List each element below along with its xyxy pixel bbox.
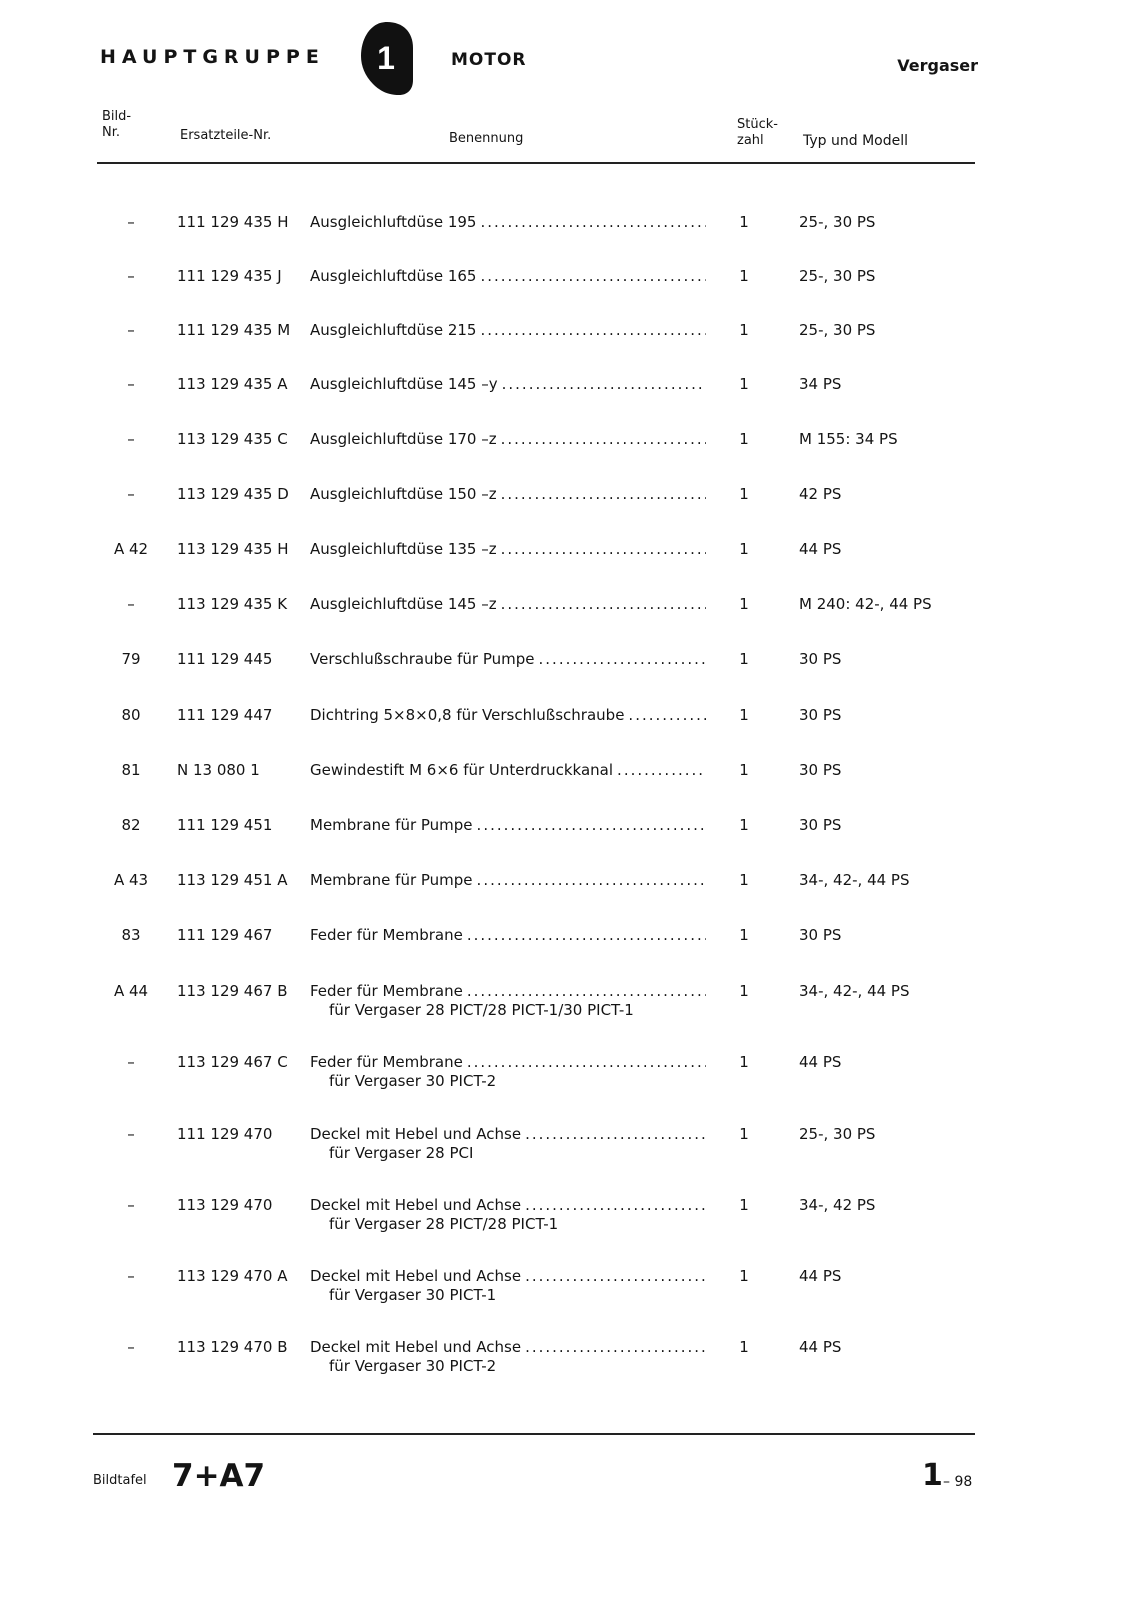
type-model-cell: 30 PS xyxy=(799,761,842,779)
quantity-cell: 1 xyxy=(739,267,749,285)
description-cell xyxy=(310,706,706,724)
table-row xyxy=(0,375,1134,419)
quantity-cell: 1 xyxy=(739,540,749,558)
leader-dots xyxy=(480,267,706,285)
bild-nr-cell: A 44 xyxy=(113,982,149,1000)
description-text: Gewindestift M 6×6 für Unterdruckkanal xyxy=(310,761,614,779)
header-divider xyxy=(97,162,975,164)
quantity-cell: 1 xyxy=(739,761,749,779)
description-text: Deckel mit Hebel und Achse xyxy=(310,1196,522,1214)
description-text: Ausgleichluftdüse 215 xyxy=(310,321,477,339)
table-row xyxy=(0,926,1134,970)
part-number-cell: N 13 080 1 xyxy=(177,761,260,779)
type-model-cell: 30 PS xyxy=(799,650,842,668)
bild-nr-cell: 81 xyxy=(121,761,141,779)
type-model-cell: 34 PS xyxy=(799,375,842,393)
quantity-cell: 1 xyxy=(739,375,749,393)
description-text: Deckel mit Hebel und Achse xyxy=(310,1338,522,1356)
description-text: Ausgleichluftdüse 145 –y xyxy=(310,375,498,393)
description-subtext: für Vergaser 30 PICT-2 xyxy=(329,1357,497,1375)
quantity-cell: 1 xyxy=(739,321,749,339)
bild-nr-cell: – xyxy=(127,1125,135,1143)
col-header-benennung: Benennung xyxy=(449,131,524,146)
table-row xyxy=(0,430,1134,474)
description-text: Ausgleichluftdüse 165 xyxy=(310,267,477,285)
col-header-ersatzteile-nr: Ersatzteile-Nr. xyxy=(180,128,272,143)
part-number-cell: 111 129 451 xyxy=(177,816,273,834)
description-cell xyxy=(310,540,706,558)
part-number-cell: 113 129 435 H xyxy=(177,540,289,558)
table-row xyxy=(0,1196,1134,1240)
description-cell xyxy=(310,1196,706,1214)
quantity-cell: 1 xyxy=(739,816,749,834)
description-text: Ausgleichluftdüse 135 –z xyxy=(310,540,497,558)
part-number-cell: 113 129 467 B xyxy=(177,982,288,1000)
part-number-cell: 113 129 467 C xyxy=(177,1053,288,1071)
type-model-cell: 25-, 30 PS xyxy=(799,267,876,285)
bild-nr-cell: – xyxy=(127,1267,135,1285)
table-row xyxy=(0,650,1134,694)
table-row xyxy=(0,595,1134,639)
table-row xyxy=(0,1125,1134,1169)
leader-dots xyxy=(525,1338,706,1356)
quantity-cell: 1 xyxy=(739,706,749,724)
col-header-bild-nr-text: Bild- Nr. xyxy=(102,109,132,140)
leader-dots xyxy=(501,430,706,448)
description-cell xyxy=(310,1338,706,1356)
footer-divider xyxy=(93,1433,975,1435)
description-text: Feder für Membrane xyxy=(310,926,463,944)
type-model-cell: 44 PS xyxy=(799,1267,842,1285)
col-header-typ-modell: Typ und Modell xyxy=(803,133,908,149)
bild-nr-cell: – xyxy=(127,595,135,613)
description-cell xyxy=(310,321,706,339)
type-model-cell: 44 PS xyxy=(799,1053,842,1071)
table-row xyxy=(0,485,1134,529)
part-number-cell: 113 129 470 xyxy=(177,1196,273,1214)
description-text: Ausgleichluftdüse 170 –z xyxy=(310,430,497,448)
part-number-cell: 113 129 435 C xyxy=(177,430,288,448)
quantity-cell: 1 xyxy=(739,213,749,231)
type-model-cell: 42 PS xyxy=(799,485,842,503)
quantity-cell: 1 xyxy=(739,1196,749,1214)
description-text: Ausgleichluftdüse 195 xyxy=(310,213,477,231)
part-number-cell: 111 129 447 xyxy=(177,706,273,724)
description-text: Feder für Membrane xyxy=(310,1053,463,1071)
description-subtext: für Vergaser 28 PICT/28 PICT-1 xyxy=(329,1215,559,1233)
description-text: Membrane für Pumpe xyxy=(310,816,473,834)
quantity-cell: 1 xyxy=(739,871,749,889)
bild-nr-cell: – xyxy=(127,321,135,339)
leader-dots xyxy=(501,540,706,558)
quantity-cell: 1 xyxy=(739,926,749,944)
bildtafel-number: 7+A7 xyxy=(172,1458,266,1494)
page-number: 1 xyxy=(922,1458,943,1493)
type-model-cell: 30 PS xyxy=(799,706,842,724)
quantity-cell: 1 xyxy=(739,430,749,448)
type-model-cell: 34-, 42 PS xyxy=(799,1196,876,1214)
bild-nr-cell: 80 xyxy=(121,706,141,724)
leader-dots xyxy=(467,982,706,1000)
leader-dots xyxy=(467,926,706,944)
description-cell xyxy=(310,1125,706,1143)
description-text: Ausgleichluftdüse 145 –z xyxy=(310,595,497,613)
table-row xyxy=(0,706,1134,750)
type-model-cell: 34-, 42-, 44 PS xyxy=(799,871,910,889)
bild-nr-cell: – xyxy=(127,1196,135,1214)
description-text: Ausgleichluftdüse 150 –z xyxy=(310,485,497,503)
part-number-cell: 113 129 470 A xyxy=(177,1267,288,1285)
part-number-cell: 111 129 467 xyxy=(177,926,273,944)
type-model-cell: 25-, 30 PS xyxy=(799,1125,876,1143)
leader-dots xyxy=(617,761,706,779)
bild-nr-cell: 79 xyxy=(121,650,141,668)
description-cell xyxy=(310,816,706,834)
col-header-bild-nr xyxy=(102,109,152,141)
leader-dots xyxy=(501,485,706,503)
quantity-cell: 1 xyxy=(739,1338,749,1356)
table-row xyxy=(0,540,1134,584)
type-model-cell: 34-, 42-, 44 PS xyxy=(799,982,910,1000)
col-header-stueckzahl xyxy=(737,117,797,149)
type-model-cell: 30 PS xyxy=(799,816,842,834)
table-row xyxy=(0,982,1134,1026)
leader-dots xyxy=(502,375,706,393)
description-subtext: für Vergaser 30 PICT-1 xyxy=(329,1286,497,1304)
type-model-cell: 25-, 30 PS xyxy=(799,213,876,231)
type-model-cell: M 155: 34 PS xyxy=(799,430,898,448)
page-number-suffix: – 98 xyxy=(943,1474,973,1490)
table-row xyxy=(0,213,1134,257)
quantity-cell: 1 xyxy=(739,1125,749,1143)
leader-dots xyxy=(539,650,706,668)
table-row xyxy=(0,871,1134,915)
quantity-cell: 1 xyxy=(739,1053,749,1071)
leader-dots xyxy=(525,1125,706,1143)
description-subtext: für Vergaser 28 PCI xyxy=(329,1144,474,1162)
bild-nr-cell: A 42 xyxy=(113,540,149,558)
leader-dots xyxy=(501,595,706,613)
description-subtext: für Vergaser 28 PICT/28 PICT-1/30 PICT-1 xyxy=(329,1001,634,1019)
description-cell xyxy=(310,982,706,1000)
group-number: 1 xyxy=(377,40,395,76)
leader-dots xyxy=(480,213,706,231)
bildtafel-label: Bildtafel xyxy=(93,1473,147,1488)
bild-nr-cell: – xyxy=(127,267,135,285)
table-row xyxy=(0,1267,1134,1311)
description-cell xyxy=(310,595,706,613)
table-row xyxy=(0,321,1134,365)
type-model-cell: 44 PS xyxy=(799,540,842,558)
description-text: Feder für Membrane xyxy=(310,982,463,1000)
description-cell xyxy=(310,485,706,503)
description-cell xyxy=(310,1053,706,1071)
part-number-cell: 113 129 470 B xyxy=(177,1338,288,1356)
leader-dots xyxy=(525,1196,706,1214)
table-row xyxy=(0,761,1134,805)
description-cell xyxy=(310,871,706,889)
description-cell xyxy=(310,761,706,779)
bild-nr-cell: – xyxy=(127,1053,135,1071)
leader-dots xyxy=(628,706,706,724)
part-number-cell: 113 129 435 K xyxy=(177,595,288,613)
leader-dots xyxy=(467,1053,706,1071)
type-model-cell: M 240: 42-, 44 PS xyxy=(799,595,932,613)
part-number-cell: 111 129 435 M xyxy=(177,321,291,339)
description-cell xyxy=(310,650,706,668)
description-cell xyxy=(310,267,706,285)
description-cell xyxy=(310,430,706,448)
description-cell xyxy=(310,926,706,944)
quantity-cell: 1 xyxy=(739,595,749,613)
description-cell xyxy=(310,375,706,393)
group-number-badge xyxy=(359,20,415,96)
main-group-label: HAUPTGRUPPE xyxy=(100,46,325,68)
description-text: Verschlußschraube für Pumpe xyxy=(310,650,535,668)
table-row xyxy=(0,1338,1134,1382)
part-number-cell: 111 129 470 xyxy=(177,1125,273,1143)
part-number-cell: 111 129 435 H xyxy=(177,213,289,231)
bild-nr-cell: – xyxy=(127,1338,135,1356)
bild-nr-cell: – xyxy=(127,485,135,503)
bild-nr-cell: A 43 xyxy=(113,871,149,889)
bild-nr-cell: 82 xyxy=(121,816,141,834)
bild-nr-cell: 83 xyxy=(121,926,141,944)
description-text: Membrane für Pumpe xyxy=(310,871,473,889)
bild-nr-cell: – xyxy=(127,375,135,393)
type-model-cell: 44 PS xyxy=(799,1338,842,1356)
leader-dots xyxy=(525,1267,706,1285)
description-subtext: für Vergaser 30 PICT-2 xyxy=(329,1072,497,1090)
description-cell xyxy=(310,213,706,231)
table-row xyxy=(0,816,1134,860)
quantity-cell: 1 xyxy=(739,982,749,1000)
section-title: Vergaser xyxy=(897,56,978,75)
quantity-cell: 1 xyxy=(739,650,749,668)
type-model-cell: 30 PS xyxy=(799,926,842,944)
bild-nr-cell: – xyxy=(127,430,135,448)
type-model-cell: 25-, 30 PS xyxy=(799,321,876,339)
table-row xyxy=(0,267,1134,311)
leader-dots xyxy=(477,871,706,889)
quantity-cell: 1 xyxy=(739,485,749,503)
part-number-cell: 113 129 435 D xyxy=(177,485,289,503)
description-text: Deckel mit Hebel und Achse xyxy=(310,1125,522,1143)
part-number-cell: 111 129 445 xyxy=(177,650,273,668)
bild-nr-cell: – xyxy=(127,213,135,231)
part-number-cell: 111 129 435 J xyxy=(177,267,282,285)
col-header-stueckzahl-text: Stück- zahl xyxy=(737,117,778,148)
table-row xyxy=(0,1053,1134,1097)
description-text: Dichtring 5×8×0,8 für Verschlußschraube xyxy=(310,706,625,724)
leader-dots xyxy=(477,816,706,834)
part-number-cell: 113 129 451 A xyxy=(177,871,288,889)
leader-dots xyxy=(480,321,706,339)
description-cell xyxy=(310,1267,706,1285)
quantity-cell: 1 xyxy=(739,1267,749,1285)
part-number-cell: 113 129 435 A xyxy=(177,375,288,393)
group-name: MOTOR xyxy=(451,50,527,70)
description-text: Deckel mit Hebel und Achse xyxy=(310,1267,522,1285)
